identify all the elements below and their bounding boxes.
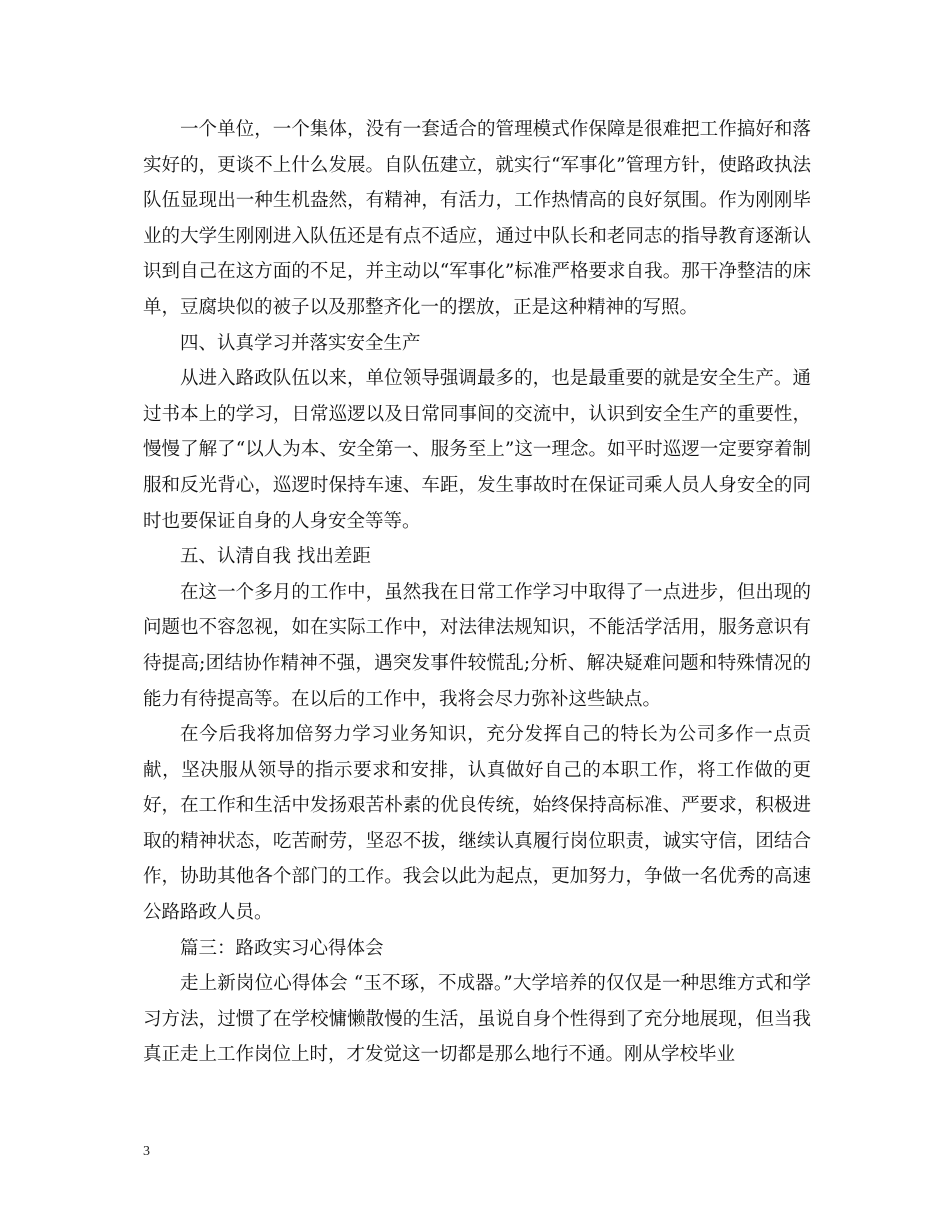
section-heading-part-three: 篇三：路政实习心得体会 [180,937,384,959]
document-body [143,112,811,1073]
page-number: 3 [143,1144,150,1159]
paragraph-new-position: 走上新岗位心得体会 “玉不琢，不成器。”大学培养的仅仅是一种思维方式和学习方法，过惯了在学校慵懒散慢的生活，虽说自身个性得到了充分地展现，但当我真正走上工作岗位上时，才发觉这一切都是那么地行不通。刚从学校毕业 [143,973,811,1066]
section-heading-safety: 四、认真学习并落实安全生产 [180,332,421,354]
paragraph-management: 一个单位，一个集体，没有一套适合的管理模式作保障是很难把工作搞好和落实好的，更谈不上什么发展。自队伍建立，就实行“军事化”管理方针，使路政执法队伍显现出一种生机盎然，有精神，有活力，工作热情高的良好氛围。作为刚刚毕业的大学生刚刚进入队伍还是有点不适应，通过中队长和老同志的指导教育逐渐认识到自己在这方面的不足，并主动以“军事化”标准严格要求自我。那干净整洁的床单，豆腐块似的被子以及那整齐化一的摆放，正是这种精神的写照。 [143,119,811,318]
section-heading-self-assessment: 五、认清自我 找出差距 [180,546,371,568]
paragraph-safety: 从进入路政队伍以来，单位领导强调最多的，也是最重要的就是安全生产。通过书本上的学习，日常巡逻以及日常同事间的交流中，认识到安全生产的重要性，慢慢了解了“以人为本、安全第一、服务至上”这一理念。如平时巡逻一定要穿着制服和反光背心，巡逻时保持车速、车距，发生事故时在保证司乘人员人身安全的同时也要保证自身的人身安全等等。 [143,368,811,532]
paragraph-shortcomings: 在这一个多月的工作中，虽然我在日常工作学习中取得了一点进步，但出现的问题也不容忽视，如在实际工作中，对法律法规知识，不能活学活用，服务意识有待提高;团结协作精神不强，遇突发事件较慌乱;分析、解决疑难问题和特殊情况的能力有待提高等。在以后的工作中，我将会尽力弥补这些缺点。 [143,581,811,710]
paragraph-future-plans: 在今后我将加倍努力学习业务知识，充分发挥自己的特长为公司多作一点贡献，坚决服从领导的指示要求和安排，认真做好自己的本职工作，将工作做的更好，在工作和生活中发扬艰苦朴素的优良传统，始终保持高标准、严要求，积极进取的精神状态，吃苦耐劳，坚忍不拔，继续认真履行岗位职责，诚实守信，团结合作，协助其他各个部门的工作。我会以此为起点，更加努力，争做一名优秀的高速公路路政人员。 [143,724,811,924]
